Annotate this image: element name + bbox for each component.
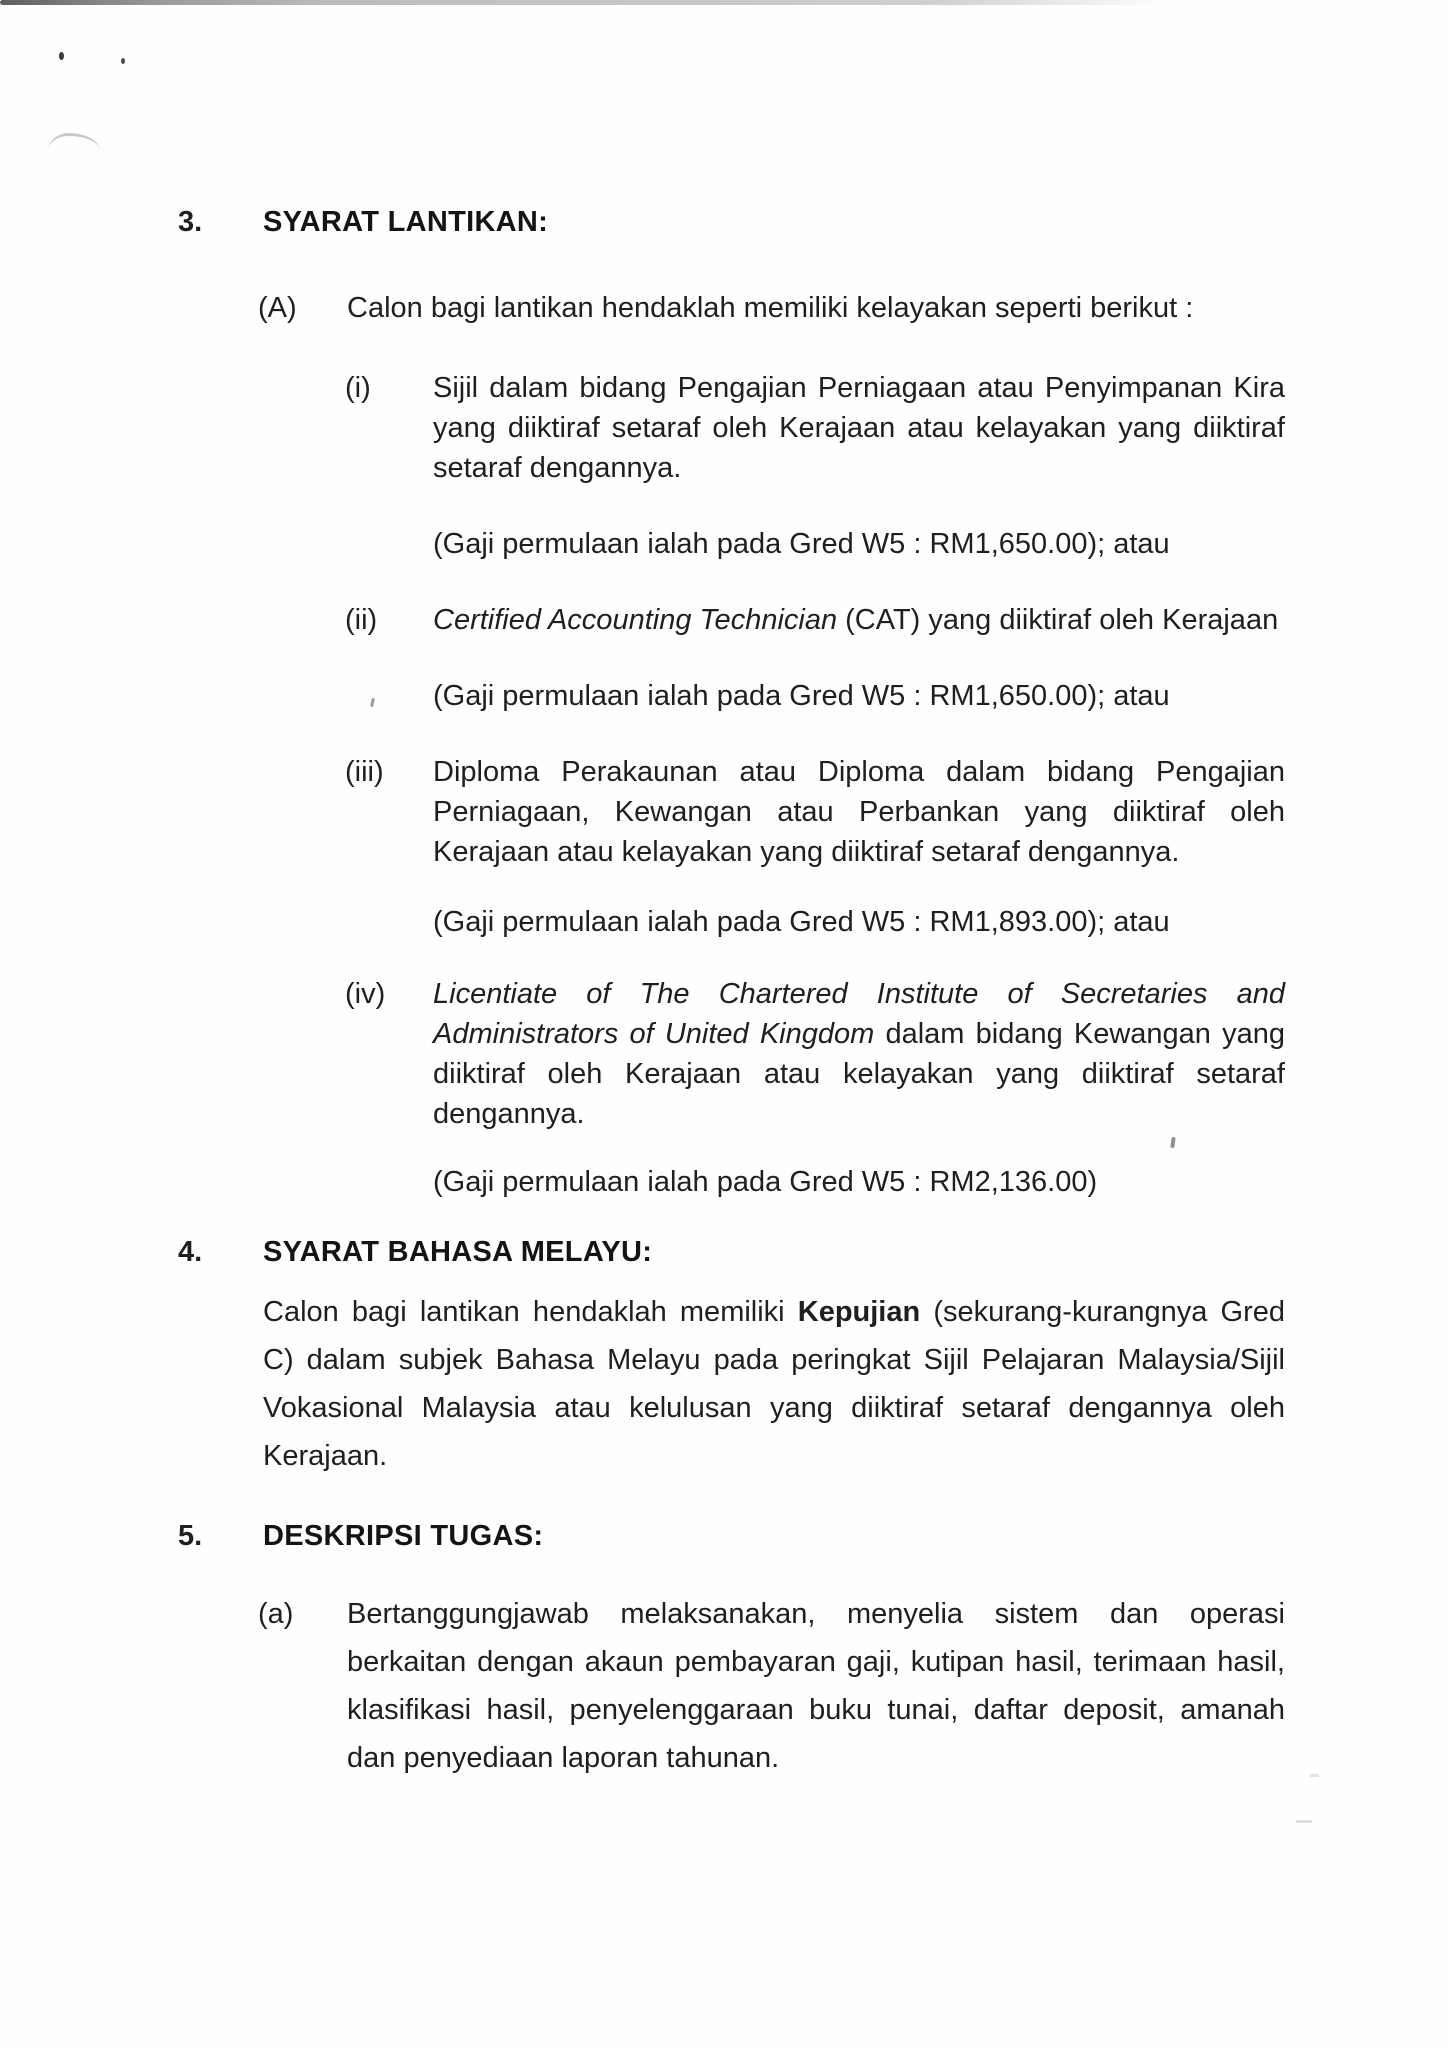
section-4-para-end: (sekurang-kurangnya Gred C) dalam subjek Bahasa Melayu pada peringkat Sijil Pelajaran Malaysia/Sijil Vokasional Malaysia atau kelulusan yang diiktiraf setaraf dengannya oleh Kerajaan. — [263, 1296, 1285, 1472]
section-4-paragraph-wrap — [263, 1288, 1285, 1480]
scan-artifact-smudge — [1310, 1774, 1319, 1777]
section-4-title: SYARAT BAHASA MELAYU: — [263, 1236, 653, 1268]
scan-artifact-top-line — [0, 0, 1165, 5]
section-5-item-row — [258, 1590, 1285, 1782]
item-iv-salary: (Gaji permulaan ialah pada Gred W5 : RM2,136.00) — [433, 1166, 1098, 1198]
item-iv-text-regular: dalam bidang Kewangan yang diiktiraf oleh Kerajaan atau kelayakan yang diiktiraf setaraf dengannya. — [433, 1018, 1285, 1130]
item-ii-text-regular: (CAT) yang diiktiraf oleh Kerajaan — [837, 604, 1279, 636]
section-4-number: 4. — [178, 1236, 203, 1268]
section-5-heading-row — [178, 1516, 1285, 1556]
section-3-heading-row — [178, 202, 1285, 242]
list-item-iv — [345, 974, 1285, 1202]
document-content — [178, 202, 1285, 1782]
item-ii-label: (ii) — [345, 604, 378, 636]
item-A-text: Calon bagi lantikan hendaklah memiliki kelayakan seperti berikut : — [347, 292, 1194, 324]
item-iv-label: (iv) — [345, 978, 386, 1010]
section-3-items — [345, 368, 1285, 1202]
item-i-body — [433, 368, 1285, 564]
item-i-label: (i) — [345, 372, 371, 404]
scan-artifact-dot — [59, 52, 64, 60]
item-iv-text — [433, 974, 1285, 1134]
item-i-text: Sijil dalam bidang Pengajian Perniagaan atau Penyimpanan Kira yang diiktiraf setaraf oleh Kerajaan atau kelayakan yang diiktiraf setaraf dengannya. — [433, 372, 1285, 484]
section-3-number: 3. — [178, 206, 203, 238]
section-3-intro-row — [258, 288, 1285, 328]
section-3-title: SYARAT LANTIKAN: — [263, 206, 549, 238]
scan-artifact-dot — [121, 58, 125, 64]
section-4-para-start: Calon bagi lantikan hendaklah memiliki — [263, 1296, 798, 1328]
list-item-iii — [345, 752, 1285, 942]
item-A-label: (A) — [258, 292, 297, 324]
item-a-text: Bertanggungjawab melaksanakan, menyelia sistem dan operasi berkaitan dengan akaun pembayaran gaji, kutipan hasil, terimaan hasil, klasifikasi hasil, penyelenggaraan buku tunai, daftar deposit, amanah dan penyediaan laporan tahunan. — [347, 1598, 1285, 1774]
item-iii-text: Diploma Perakaunan atau Diploma dalam bidang Pengajian Perniagaan, Kewangan atau Perbankan yang diiktiraf oleh Kerajaan atau kelayakan yang diiktiraf setaraf dengannya. — [433, 756, 1285, 868]
item-iv-text-italic: Licentiate of The Chartered Institute of Secretaries and Administrators of United Kingdom — [433, 978, 1285, 1050]
item-iii-label: (iii) — [345, 756, 384, 788]
item-i-salary: (Gaji permulaan ialah pada Gred W5 : RM1,650.00); atau — [433, 528, 1170, 560]
item-iii-salary: (Gaji permulaan ialah pada Gred W5 : RM1,893.00); atau — [433, 906, 1170, 938]
list-item-i — [345, 368, 1285, 564]
item-iii-body — [433, 752, 1285, 942]
item-iv-body — [433, 974, 1285, 1202]
section-4-paragraph — [263, 1288, 1285, 1480]
scan-artifact-smudge — [1296, 1820, 1312, 1823]
item-a-label: (a) — [258, 1598, 294, 1630]
item-ii-salary: (Gaji permulaan ialah pada Gred W5 : RM1,650.00); atau — [433, 680, 1170, 712]
item-ii-text — [433, 600, 1285, 640]
section-5-number: 5. — [178, 1520, 203, 1552]
list-item-ii — [345, 600, 1285, 716]
section-4-para-bold: Kepujian — [797, 1296, 921, 1328]
section-4-heading-row — [178, 1232, 1285, 1272]
section-5-title: DESKRIPSI TUGAS: — [263, 1520, 544, 1552]
item-ii-body — [433, 600, 1285, 716]
scan-artifact-pencil-curve — [48, 133, 100, 160]
item-ii-text-italic: Certified Accounting Technician — [433, 604, 838, 636]
